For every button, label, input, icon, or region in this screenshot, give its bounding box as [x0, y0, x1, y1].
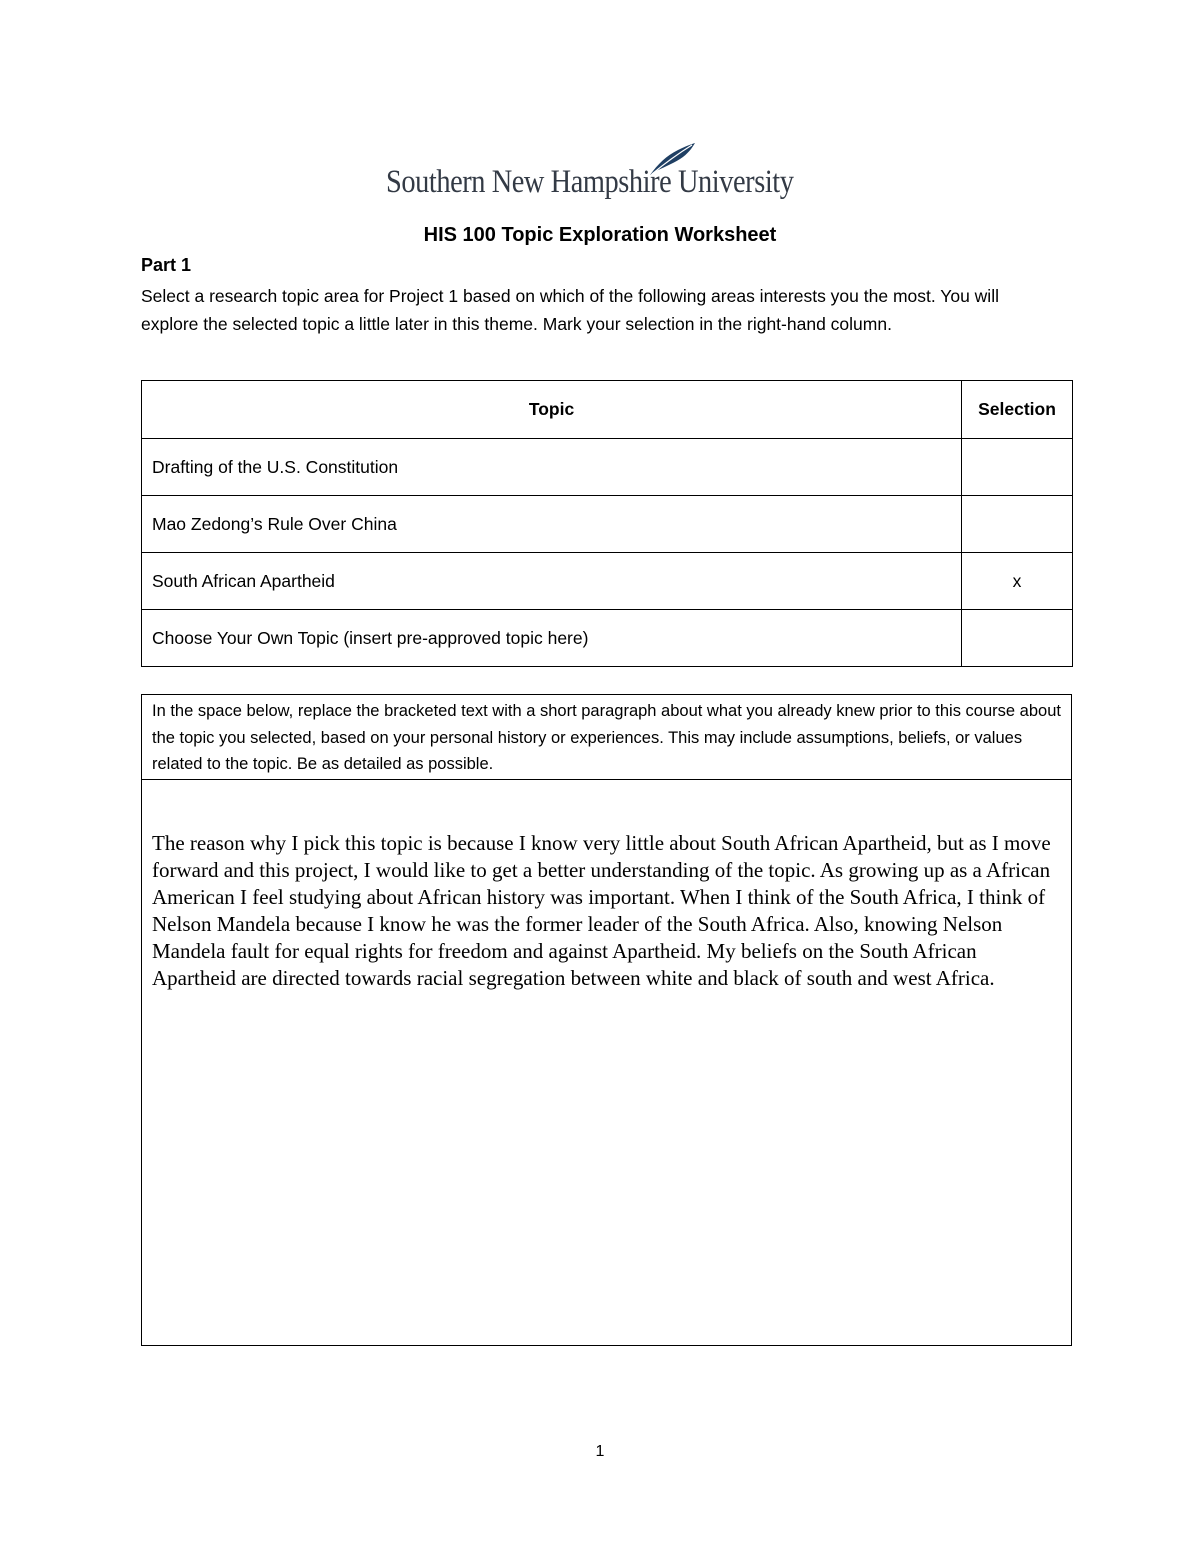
selection-cell[interactable] [962, 610, 1073, 667]
document-title: HIS 100 Topic Exploration Worksheet [423, 224, 777, 246]
part-heading [141, 255, 191, 276]
selection-cell[interactable] [962, 439, 1073, 496]
selection-cell[interactable]: x [962, 553, 1073, 610]
topic-cell: Choose Your Own Topic (insert pre-approved topic here) [142, 610, 962, 667]
topic-cell: South African Apartheid [142, 553, 962, 610]
selection-cell[interactable] [962, 496, 1073, 553]
response-prompt: In the space below, replace the bracketed text with a short paragraph about what you already knew prior to this course about the topic you selected, based on your personal history or experiences. This may include assumptions, beliefs, or values related to the topic. Be as detailed as possible. [142, 695, 1071, 780]
topic-table [141, 380, 1073, 667]
response-box [141, 694, 1072, 1346]
table-row [142, 496, 1073, 553]
topic-cell: Drafting of the U.S. Constitution [142, 439, 962, 496]
university-logo [386, 142, 816, 208]
table-row [142, 553, 1073, 610]
logo-wordmark: Southern New Hampshire University [386, 164, 794, 200]
page-number: 1 [595, 1443, 605, 1460]
instructions-text: Select a research topic area for Project 1 based on which of the following areas interests you the most. You will explore the selected topic a little later in this theme. Mark your selection in the right-hand column. [141, 286, 999, 334]
table-row [142, 439, 1073, 496]
topic-cell: Mao Zedong’s Rule Over China [142, 496, 962, 553]
response-answer[interactable]: The reason why I pick this topic is because I know very little about South African Apartheid, but as I move forward and this project, I would like to get a better understanding of the topic. As growing up as a African American I feel studying about African history was important. When I think of the South Africa, I think of Nelson Mandela because I know he was the former leader of the South Africa. Also, knowing Nelson Mandela fault for equal rights for freedom and against Apartheid. My beliefs on the South African Apartheid are directed towards racial segregation between white and black of south and west Africa. [152, 831, 1051, 990]
table-header-row [142, 381, 1073, 439]
part-label: Part 1 [141, 255, 192, 275]
selection-column-header: Selection [962, 381, 1073, 439]
topic-column-header: Topic [142, 381, 962, 439]
table-row [142, 610, 1073, 667]
